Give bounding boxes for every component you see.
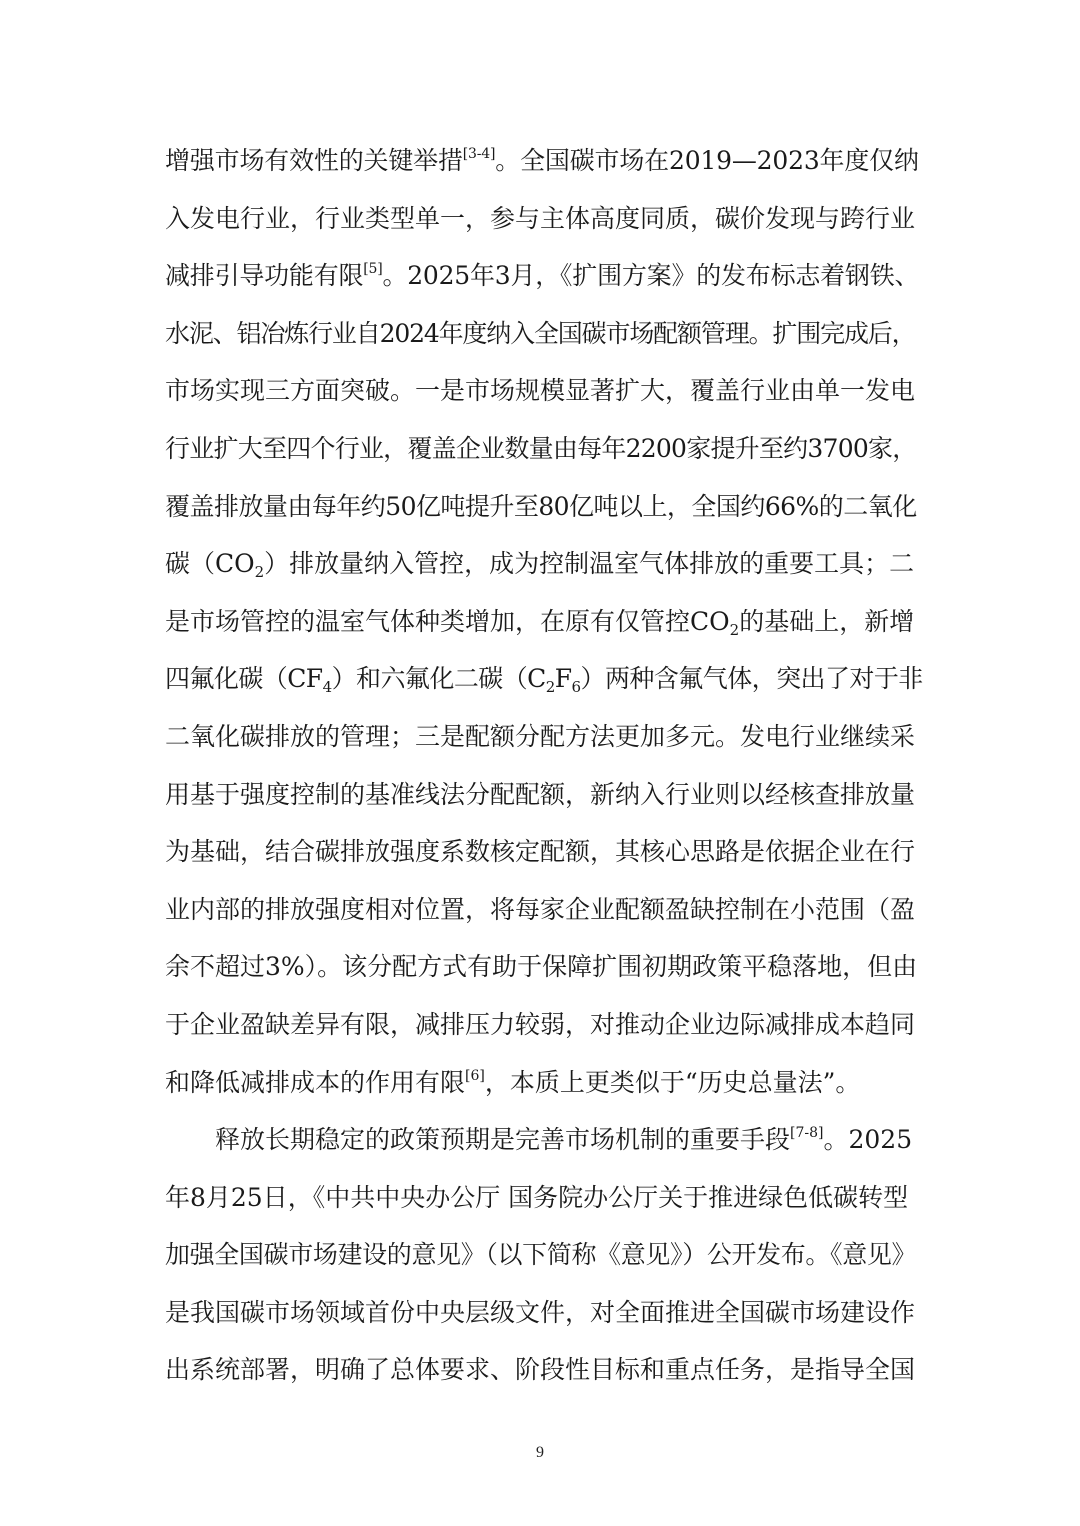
- text-segment: 减排引导功能有限: [165, 261, 364, 291]
- text-segment: 用基于强度控制的基准线法分配配额，新纳入行业则以经核查排放量: [165, 779, 916, 809]
- chemical-subscript: 2: [729, 620, 740, 639]
- citation-reference: [6]: [465, 1067, 485, 1084]
- chemical-subscript: 2: [545, 678, 555, 697]
- text-segment: 和降低减排成本的作用有限: [165, 1067, 466, 1097]
- text-segment: 加强全国碳市场建设的意见》（以下简称《意见》）公开发布。《意见》: [165, 1240, 917, 1270]
- text-segment: 水泥、铝冶炼行业自2024年度纳入全国碳市场配额管理。扩围完成后，: [165, 318, 916, 348]
- text-line: [165, 1169, 917, 1227]
- text-line: [165, 132, 919, 190]
- text-line: [165, 478, 917, 536]
- text-line: [165, 190, 917, 248]
- text-line: [165, 766, 917, 824]
- text-line: [165, 420, 917, 478]
- text-line: [165, 708, 917, 766]
- text-segment: 业内部的排放强度相对位置，将每家企业配额盈缺控制在小范围（盈: [165, 894, 916, 924]
- citation-reference: [3-4]: [462, 146, 496, 162]
- text-segment: 二氧化碳排放的管理；三是配额分配方法更加多元。发电行业继续采: [165, 721, 916, 751]
- text-segment: 。2025: [823, 1125, 913, 1155]
- text-segment: 入发电行业，行业类型单一，参与主体高度同质，碳价发现与跨行业: [165, 203, 916, 233]
- text-segment: 。2025年3月，《扩围方案》的发布标志着钢铁、: [382, 261, 920, 291]
- citation-reference: [5]: [363, 261, 383, 278]
- paragraph-carbon-market-expansion: [165, 132, 923, 1111]
- text-segment: 出系统部署，明确了总体要求、阶段性目标和重点任务，是指导全国: [165, 1355, 916, 1385]
- text-line: [165, 535, 917, 593]
- text-segment: 。全国碳市场在2019—2023年度仅纳: [495, 146, 919, 175]
- text-segment: 增强市场有效性的关键举措: [165, 146, 463, 175]
- text-segment: ）两种含氟气体，突出了对于非: [580, 664, 923, 694]
- text-line: [165, 1111, 917, 1169]
- text-line: [165, 823, 917, 881]
- text-segment: ）排放量纳入管控，成为控制温室气体排放的重要工具；二: [264, 549, 915, 579]
- text-line: [165, 305, 917, 363]
- text-line: [165, 938, 917, 996]
- document-body: [165, 132, 923, 1399]
- chemical-subscript: 2: [254, 563, 265, 582]
- text-line: [165, 1226, 917, 1284]
- text-line: [165, 132, 917, 190]
- text-line: [165, 650, 923, 708]
- text-segment: 覆盖排放量由每年约50亿吨提升至80亿吨以上，全国约66%的二氧化: [165, 491, 917, 521]
- text-line: [165, 1054, 917, 1112]
- text-segment: ，本质上更类似于“历史总量法”。: [484, 1067, 861, 1097]
- text-line: [165, 362, 917, 420]
- text-line: [165, 593, 917, 651]
- text-segment: 是市场管控的温室气体种类增加，在原有仅管控CO: [165, 606, 730, 636]
- text-segment: 的基础上，新增: [739, 606, 915, 636]
- text-segment: 市场实现三方面突破。一是市场规模显著扩大，覆盖行业由单一发电: [165, 376, 916, 406]
- text-segment: 碳（CO: [165, 549, 255, 579]
- text-segment: 余不超过3%）。该分配方式有助于保障扩围初期政策平稳落地，但由: [165, 952, 918, 982]
- text-segment: 行业扩大至四个行业，覆盖企业数量由每年2200家提升至约3700家，: [165, 433, 917, 463]
- chemical-subscript: 4: [322, 678, 332, 697]
- text-line: [165, 1341, 917, 1399]
- paragraph-policy-expectations: [165, 1111, 917, 1399]
- text-segment: F: [554, 664, 572, 694]
- text-segment: 为基础，结合碳排放强度系数核定配额，其核心思路是依据企业在行: [165, 837, 916, 867]
- text-line: [165, 1284, 917, 1342]
- text-segment: 四氟化碳（CF: [165, 664, 323, 694]
- text-line: [165, 247, 920, 305]
- text-segment: 于企业盈缺差异有限，减排压力较弱，对推动企业边际减排成本趋同: [165, 1009, 916, 1039]
- text-segment: 是我国碳市场领域首份中央层级文件，对全面推进全国碳市场建设作: [165, 1297, 916, 1327]
- chemical-subscript: 6: [571, 678, 581, 697]
- text-line: [165, 996, 917, 1054]
- text-segment: 释放长期稳定的政策预期是完善市场机制的重要手段: [215, 1125, 791, 1155]
- text-line: [165, 881, 917, 939]
- text-segment: 年8月25日，《中共中央办公厅 国务院办公厅关于推进绿色低碳转型: [165, 1182, 909, 1212]
- page-number: 9: [536, 1444, 544, 1461]
- citation-reference: [7-8]: [790, 1125, 824, 1142]
- text-segment: ）和六氟化二碳（C: [331, 664, 546, 694]
